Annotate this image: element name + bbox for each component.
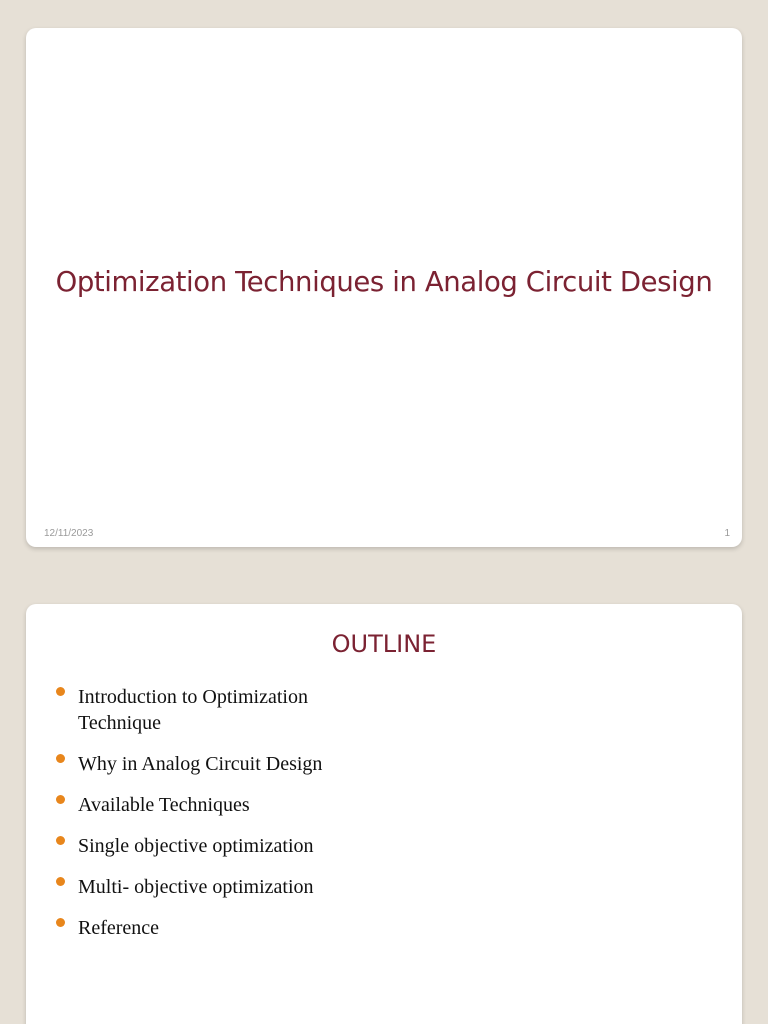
slide-1[interactable] bbox=[26, 28, 742, 547]
outline-list bbox=[56, 684, 416, 956]
list-item bbox=[56, 874, 416, 900]
outline-title: OUTLINE bbox=[331, 630, 437, 658]
bullet-dot-icon bbox=[56, 836, 65, 845]
bullet-dot-icon bbox=[56, 918, 65, 927]
list-item bbox=[56, 915, 416, 941]
list-item-text: Available Techniques bbox=[78, 794, 250, 816]
bullet-dot-icon bbox=[56, 795, 65, 804]
list-item bbox=[56, 792, 416, 818]
list-item bbox=[56, 751, 416, 777]
slide-2[interactable] bbox=[26, 604, 742, 1024]
list-item-text: Introduction to Optimization Technique bbox=[78, 686, 308, 734]
list-item bbox=[56, 684, 416, 736]
slide-title: Optimization Techniques in Analog Circuit Design bbox=[55, 266, 713, 298]
list-item-text: Why in Analog Circuit Design bbox=[78, 753, 323, 775]
list-item bbox=[56, 833, 416, 859]
list-item-text: Reference bbox=[78, 917, 160, 939]
bullet-dot-icon bbox=[56, 687, 65, 696]
slide-number: 1 bbox=[724, 528, 730, 539]
bullet-dot-icon bbox=[56, 754, 65, 763]
slide-date: 12/11/2023 bbox=[44, 528, 94, 539]
list-item-text: Multi- objective optimization bbox=[78, 876, 314, 898]
bullet-dot-icon bbox=[56, 877, 65, 886]
list-item-text: Single objective optimization bbox=[78, 835, 314, 857]
